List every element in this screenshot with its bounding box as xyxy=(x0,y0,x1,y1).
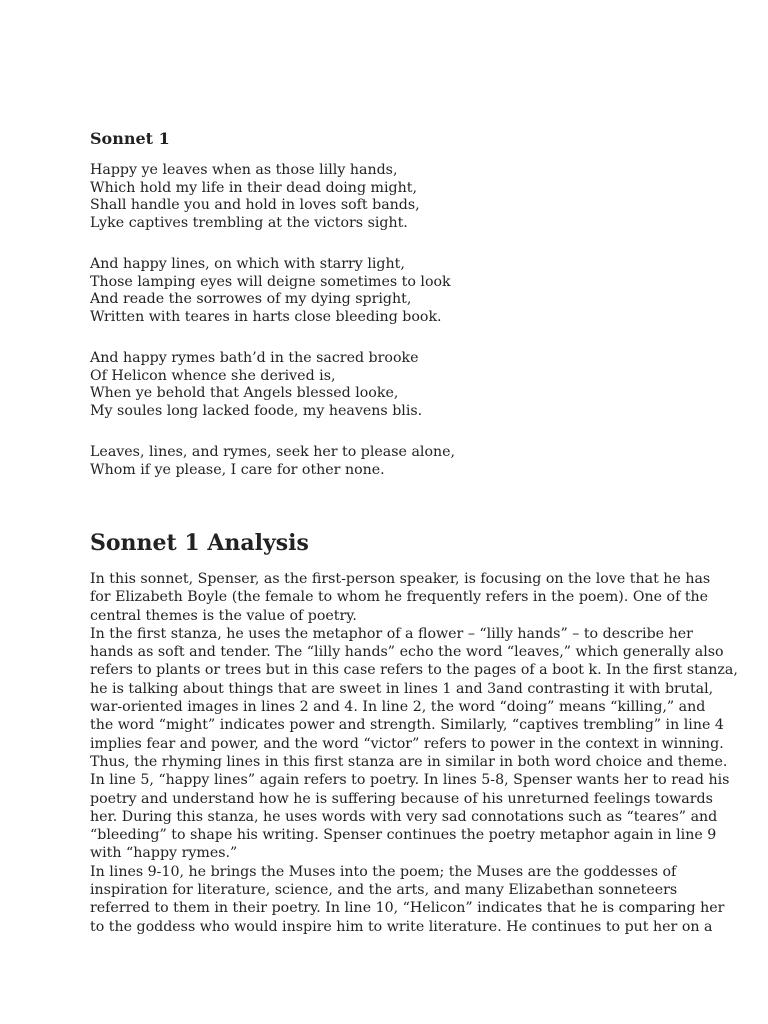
analysis-line: with “happy rymes.” xyxy=(90,845,238,862)
poem-line: And happy rymes bath’d in the sacred brooke xyxy=(90,350,419,366)
poem-line: Shall handle you and hold in loves soft bands, xyxy=(90,197,420,213)
poem-line: Happy ye leaves when as those lilly hands, xyxy=(90,162,398,178)
analysis-line: for Elizabeth Boyle (the female to whom he frequently refers in the poem). One of the xyxy=(90,589,709,606)
analysis-body xyxy=(90,570,738,936)
analysis-line: In the first stanza, he uses the metaphor of a flower – “lilly hands” – to describe her xyxy=(90,625,693,642)
poem-line: Lyke captives trembling at the victors sight. xyxy=(90,214,408,231)
poem-stanza xyxy=(90,162,690,232)
analysis-line: Thus, the rhyming lines in this first stanza are in similar in both word choice and theme. xyxy=(90,753,728,770)
document-page xyxy=(90,128,738,935)
poem-stanza xyxy=(90,256,690,326)
analysis-line: war-oriented images in lines 2 and 4. In line 2, the word “doing” means “killing,” and xyxy=(90,699,706,716)
poem-line: When ye behold that Angels blessed looke, xyxy=(90,385,399,401)
poem-stanza xyxy=(90,350,690,420)
analysis-line: her. During this stanza, he uses words with very sad connotations such as “teares” and xyxy=(90,808,718,825)
poem-line: Written with teares in harts close bleeding book. xyxy=(90,308,442,325)
analysis-line: central themes is the value of poetry. xyxy=(90,607,357,624)
poem-line: Which hold my life in their dead doing might, xyxy=(90,179,417,196)
poem-line: Of Helicon whence she derived is, xyxy=(90,367,336,384)
analysis-line: inspiration for literature, science, and the arts, and many Elizabethan sonneteers xyxy=(90,882,678,899)
poem-line: Whom if ye please, I care for other none. xyxy=(90,461,385,478)
analysis-line: refers to plants or trees but in this case refers to the pages of a boot k. In the first stanza, xyxy=(90,662,738,679)
poem-couplet xyxy=(90,444,690,479)
poem-line: Leaves, lines, and rymes, seek her to please alone, xyxy=(90,444,456,460)
analysis-line: “bleeding” to shape his writing. Spenser continues the poetry metaphor again in line 9 xyxy=(90,827,717,844)
analysis-line: In lines 9-10, he brings the Muses into the poem; the Muses are the goddesses of xyxy=(90,863,677,880)
analysis-line: poetry and understand how he is suffering because of his unreturned feelings towards xyxy=(90,790,713,807)
analysis-line: he is talking about things that are sweet in lines 1 and 3and contrasting it with brutal, xyxy=(90,680,714,697)
analysis-line: the word “might” indicates power and strength. Similarly, “captives trembling” in line 4 xyxy=(90,717,724,734)
poem-line: And happy lines, on which with starry light, xyxy=(90,256,405,272)
poem-line: And reade the sorrowes of my dying spright, xyxy=(90,291,412,307)
analysis-heading: Sonnet 1 Analysis xyxy=(90,530,309,556)
analysis-line: In this sonnet, Spenser, as the first-person speaker, is focusing on the love that he has xyxy=(90,571,711,587)
poem-line: My soules long lacked foode, my heavens blis. xyxy=(90,402,423,419)
poem-title: Sonnet 1 xyxy=(90,129,170,148)
analysis-line: to the goddess who would inspire him to write literature. He continues to put her on a xyxy=(90,918,713,935)
poem-line: Those lamping eyes will deigne sometimes to look xyxy=(90,273,451,290)
analysis-line: implies fear and power, and the word “victor” refers to power in the context in winning. xyxy=(90,735,724,752)
analysis-line: In line 5, “happy lines” again refers to poetry. In lines 5-8, Spenser wants her to read his xyxy=(90,772,730,789)
analysis-line: referred to them in their poetry. In line 10, “Helicon” indicates that he is comparing her xyxy=(90,900,725,917)
analysis-line: hands as soft and tender. The “lilly hands” echo the word “leaves,” which generally also xyxy=(90,644,724,661)
